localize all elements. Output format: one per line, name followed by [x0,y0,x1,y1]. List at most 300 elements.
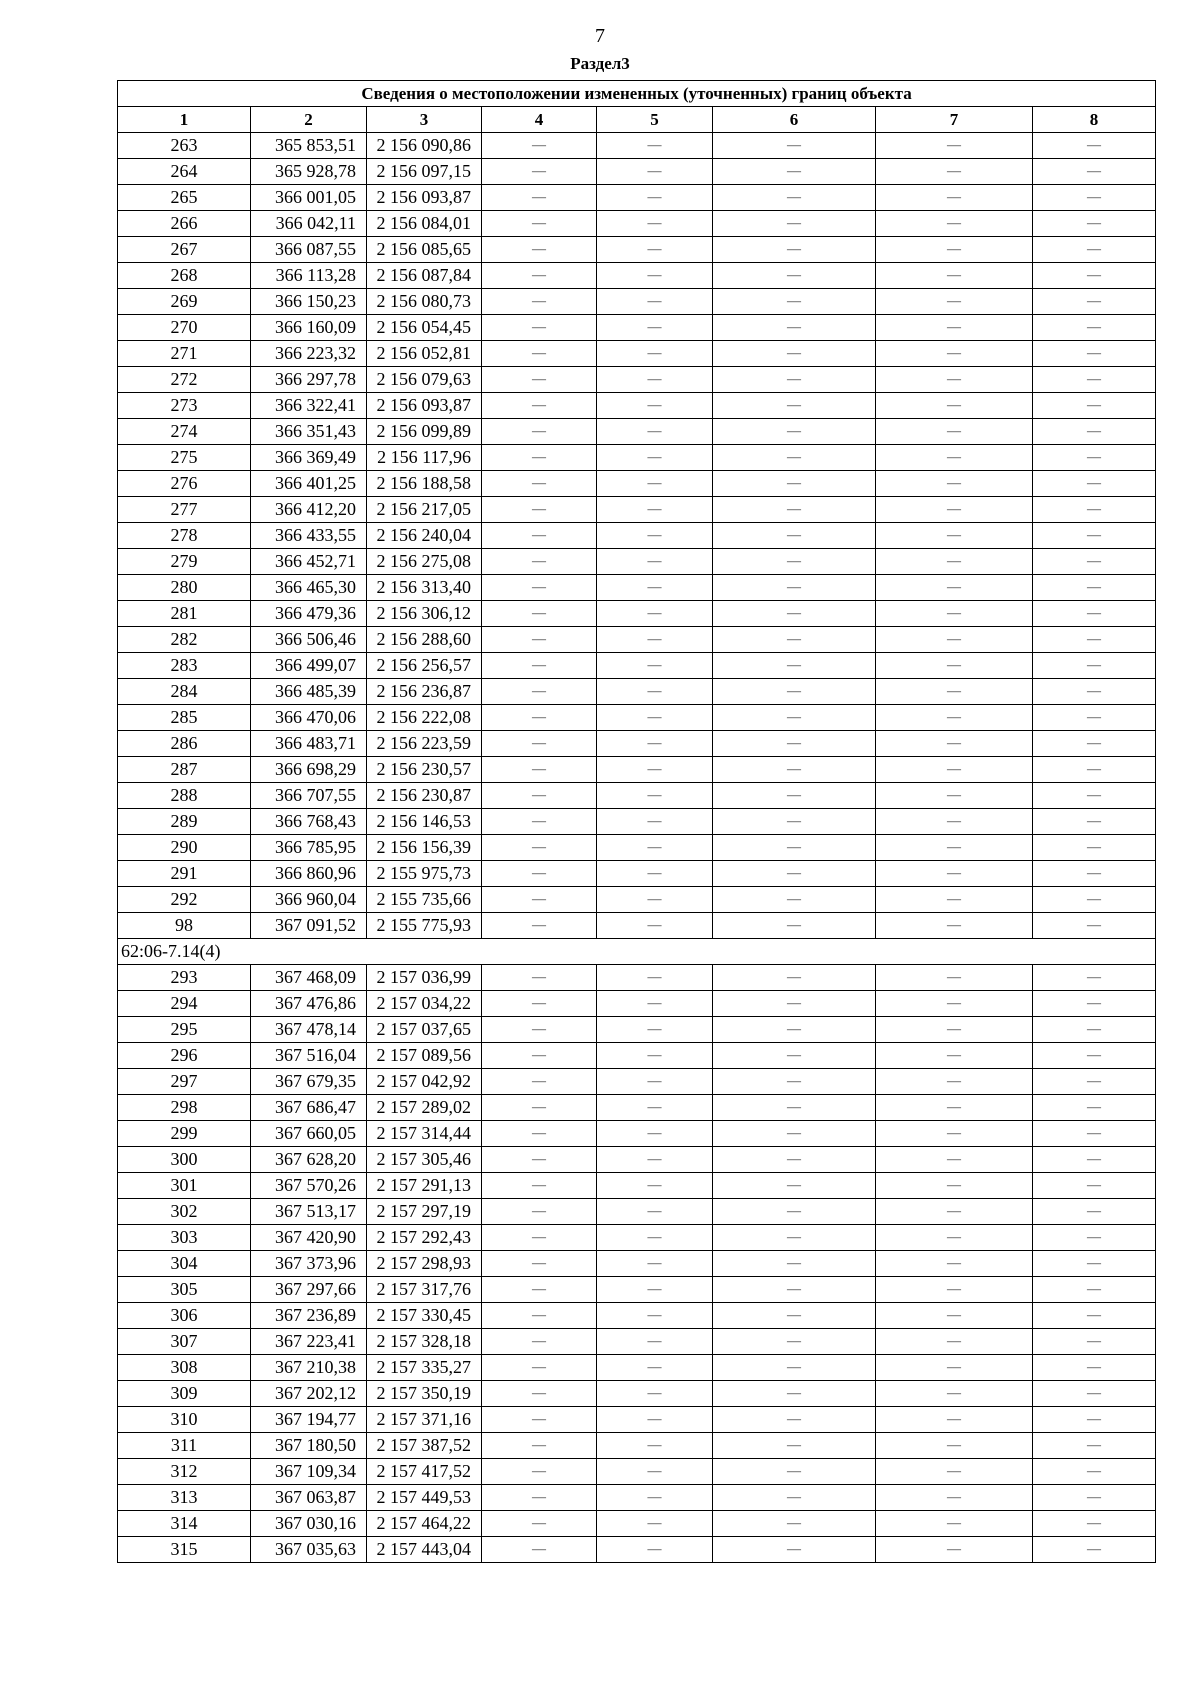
column-number: 7 [876,107,1033,133]
empty-value-cell: — [597,601,713,627]
empty-value-cell: — [876,1433,1033,1459]
empty-value-cell: — [597,159,713,185]
empty-value-cell: — [1033,1537,1156,1563]
x-coordinate-cell: 367 628,20 [251,1147,367,1173]
empty-value-cell: — [597,471,713,497]
point-number-cell: 298 [118,1095,251,1121]
empty-value-cell: — [482,601,597,627]
empty-value-cell: — [482,1407,597,1433]
empty-value-cell: — [482,783,597,809]
empty-value-cell: — [876,1251,1033,1277]
empty-value-cell: — [482,1199,597,1225]
empty-value-cell: — [876,1407,1033,1433]
table-row [118,419,1156,445]
y-coordinate-cell: 2 156 085,65 [367,237,482,263]
y-coordinate-cell: 2 156 236,87 [367,679,482,705]
x-coordinate-cell: 366 452,71 [251,549,367,575]
point-number-cell: 267 [118,237,251,263]
y-coordinate-cell: 2 156 256,57 [367,653,482,679]
y-coordinate-cell: 2 157 317,76 [367,1277,482,1303]
empty-value-cell: — [1033,1459,1156,1485]
table-row [118,757,1156,783]
empty-value-cell: — [597,913,713,939]
empty-value-cell: — [597,1381,713,1407]
empty-value-cell: — [1033,627,1156,653]
table-row [118,367,1156,393]
x-coordinate-cell: 366 433,55 [251,523,367,549]
empty-value-cell: — [597,1121,713,1147]
empty-value-cell: — [597,1329,713,1355]
empty-value-cell: — [482,1433,597,1459]
y-coordinate-cell: 2 157 328,18 [367,1329,482,1355]
x-coordinate-cell: 366 042,11 [251,211,367,237]
x-coordinate-cell: 367 686,47 [251,1095,367,1121]
point-number-cell: 276 [118,471,251,497]
y-coordinate-cell: 2 157 297,19 [367,1199,482,1225]
empty-value-cell: — [713,965,876,991]
point-number-cell: 288 [118,783,251,809]
empty-value-cell: — [597,1095,713,1121]
y-coordinate-cell: 2 156 052,81 [367,341,482,367]
table-row [118,497,1156,523]
x-coordinate-cell: 367 420,90 [251,1225,367,1251]
group-label: 62:06-7.14(4) [118,939,1156,965]
point-number-cell: 265 [118,185,251,211]
empty-value-cell: — [1033,913,1156,939]
table-row [118,627,1156,653]
table-row [118,1277,1156,1303]
empty-value-cell: — [482,1225,597,1251]
x-coordinate-cell: 366 113,28 [251,263,367,289]
empty-value-cell: — [482,497,597,523]
empty-value-cell: — [713,627,876,653]
table-row [118,289,1156,315]
empty-value-cell: — [713,549,876,575]
point-number-cell: 310 [118,1407,251,1433]
table-row [118,133,1156,159]
table-row [118,1407,1156,1433]
empty-value-cell: — [1033,1095,1156,1121]
empty-value-cell: — [482,1355,597,1381]
empty-value-cell: — [597,1017,713,1043]
empty-value-cell: — [482,315,597,341]
x-coordinate-cell: 366 506,46 [251,627,367,653]
y-coordinate-cell: 2 156 188,58 [367,471,482,497]
empty-value-cell: — [482,1095,597,1121]
empty-value-cell: — [482,1147,597,1173]
empty-value-cell: — [482,679,597,705]
boundary-coordinates-table [117,80,1156,1563]
table-row [118,523,1156,549]
empty-value-cell: — [1033,783,1156,809]
empty-value-cell: — [876,445,1033,471]
empty-value-cell: — [482,393,597,419]
table-row [118,1043,1156,1069]
empty-value-cell: — [597,1459,713,1485]
empty-value-cell: — [876,1303,1033,1329]
empty-value-cell: — [1033,1043,1156,1069]
empty-value-cell: — [1033,133,1156,159]
point-number-cell: 269 [118,289,251,315]
empty-value-cell: — [713,1043,876,1069]
y-coordinate-cell: 2 157 291,13 [367,1173,482,1199]
empty-value-cell: — [482,523,597,549]
empty-value-cell: — [597,1147,713,1173]
y-coordinate-cell: 2 156 313,40 [367,575,482,601]
x-coordinate-cell: 366 465,30 [251,575,367,601]
table-row [118,913,1156,939]
table-row [118,1459,1156,1485]
empty-value-cell: — [597,1537,713,1563]
empty-value-cell: — [597,887,713,913]
y-coordinate-cell: 2 156 217,05 [367,497,482,523]
x-coordinate-cell: 366 485,39 [251,679,367,705]
empty-value-cell: — [1033,1277,1156,1303]
empty-value-cell: — [713,887,876,913]
empty-value-cell: — [1033,1511,1156,1537]
empty-value-cell: — [876,1381,1033,1407]
y-coordinate-cell: 2 157 335,27 [367,1355,482,1381]
empty-value-cell: — [1033,1017,1156,1043]
y-coordinate-cell: 2 157 350,19 [367,1381,482,1407]
table-row [118,965,1156,991]
empty-value-cell: — [482,1277,597,1303]
x-coordinate-cell: 366 322,41 [251,393,367,419]
empty-value-cell: — [482,1069,597,1095]
empty-value-cell: — [713,211,876,237]
empty-value-cell: — [482,549,597,575]
empty-value-cell: — [597,835,713,861]
empty-value-cell: — [1033,601,1156,627]
table-row [118,1095,1156,1121]
empty-value-cell: — [597,341,713,367]
empty-value-cell: — [1033,887,1156,913]
empty-value-cell: — [597,1433,713,1459]
point-number-cell: 315 [118,1537,251,1563]
empty-value-cell: — [1033,835,1156,861]
empty-value-cell: — [597,1355,713,1381]
point-number-cell: 287 [118,757,251,783]
y-coordinate-cell: 2 156 093,87 [367,185,482,211]
table-row [118,185,1156,211]
table-row [118,1485,1156,1511]
table-row [118,1433,1156,1459]
empty-value-cell: — [713,419,876,445]
empty-value-cell: — [597,1069,713,1095]
empty-value-cell: — [713,835,876,861]
y-coordinate-cell: 2 157 037,65 [367,1017,482,1043]
empty-value-cell: — [1033,991,1156,1017]
empty-value-cell: — [713,1381,876,1407]
empty-value-cell: — [876,341,1033,367]
empty-value-cell: — [876,237,1033,263]
empty-value-cell: — [713,861,876,887]
empty-value-cell: — [713,1095,876,1121]
empty-value-cell: — [876,523,1033,549]
empty-value-cell: — [597,367,713,393]
y-coordinate-cell: 2 157 371,16 [367,1407,482,1433]
empty-value-cell: — [597,861,713,887]
x-coordinate-cell: 367 223,41 [251,1329,367,1355]
empty-value-cell: — [713,497,876,523]
x-coordinate-cell: 367 570,26 [251,1173,367,1199]
empty-value-cell: — [597,653,713,679]
page-number: 7 [595,25,605,47]
column-number: 2 [251,107,367,133]
column-number-row [118,107,1156,133]
x-coordinate-cell: 367 297,66 [251,1277,367,1303]
empty-value-cell: — [713,263,876,289]
empty-value-cell: — [597,523,713,549]
empty-value-cell: — [713,679,876,705]
point-number-cell: 277 [118,497,251,523]
empty-value-cell: — [713,1537,876,1563]
y-coordinate-cell: 2 156 288,60 [367,627,482,653]
empty-value-cell: — [713,159,876,185]
empty-value-cell: — [713,289,876,315]
empty-value-cell: — [1033,211,1156,237]
y-coordinate-cell: 2 156 099,89 [367,419,482,445]
empty-value-cell: — [482,1459,597,1485]
point-number-cell: 294 [118,991,251,1017]
point-number-cell: 314 [118,1511,251,1537]
point-number-cell: 270 [118,315,251,341]
x-coordinate-cell: 366 768,43 [251,809,367,835]
empty-value-cell: — [876,1537,1033,1563]
empty-value-cell: — [876,263,1033,289]
y-coordinate-cell: 2 156 275,08 [367,549,482,575]
empty-value-cell: — [597,1277,713,1303]
x-coordinate-cell: 366 479,36 [251,601,367,627]
table-row [118,1173,1156,1199]
column-number: 8 [1033,107,1156,133]
empty-value-cell: — [713,783,876,809]
empty-value-cell: — [482,1017,597,1043]
empty-value-cell: — [482,1121,597,1147]
y-coordinate-cell: 2 155 735,66 [367,887,482,913]
empty-value-cell: — [713,1329,876,1355]
empty-value-cell: — [597,289,713,315]
point-number-cell: 297 [118,1069,251,1095]
empty-value-cell: — [713,1199,876,1225]
empty-value-cell: — [1033,1407,1156,1433]
empty-value-cell: — [876,289,1033,315]
empty-value-cell: — [713,731,876,757]
empty-value-cell: — [713,575,876,601]
table-row [118,1017,1156,1043]
empty-value-cell: — [482,1485,597,1511]
empty-value-cell: — [876,185,1033,211]
empty-value-cell: — [1033,497,1156,523]
y-coordinate-cell: 2 156 306,12 [367,601,482,627]
empty-value-cell: — [713,1485,876,1511]
empty-value-cell: — [597,783,713,809]
x-coordinate-cell: 365 928,78 [251,159,367,185]
empty-value-cell: — [597,809,713,835]
empty-value-cell: — [482,211,597,237]
empty-value-cell: — [876,1173,1033,1199]
empty-value-cell: — [713,653,876,679]
point-number-cell: 292 [118,887,251,913]
empty-value-cell: — [1033,237,1156,263]
y-coordinate-cell: 2 156 223,59 [367,731,482,757]
x-coordinate-cell: 367 210,38 [251,1355,367,1381]
empty-value-cell: — [1033,1121,1156,1147]
table-row [118,1225,1156,1251]
y-coordinate-cell: 2 157 417,52 [367,1459,482,1485]
point-number-cell: 296 [118,1043,251,1069]
empty-value-cell: — [1033,523,1156,549]
point-number-cell: 290 [118,835,251,861]
empty-value-cell: — [1033,549,1156,575]
empty-value-cell: — [1033,185,1156,211]
x-coordinate-cell: 366 698,29 [251,757,367,783]
empty-value-cell: — [597,315,713,341]
table-row [118,731,1156,757]
empty-value-cell: — [597,1407,713,1433]
empty-value-cell: — [1033,367,1156,393]
x-coordinate-cell: 367 660,05 [251,1121,367,1147]
point-number-cell: 283 [118,653,251,679]
y-coordinate-cell: 2 157 330,45 [367,1303,482,1329]
point-number-cell: 98 [118,913,251,939]
empty-value-cell: — [1033,419,1156,445]
empty-value-cell: — [713,1433,876,1459]
empty-value-cell: — [1033,1173,1156,1199]
x-coordinate-cell: 367 202,12 [251,1381,367,1407]
empty-value-cell: — [876,1225,1033,1251]
y-coordinate-cell: 2 156 079,63 [367,367,482,393]
point-number-cell: 306 [118,1303,251,1329]
column-number: 3 [367,107,482,133]
empty-value-cell: — [482,445,597,471]
x-coordinate-cell: 367 180,50 [251,1433,367,1459]
y-coordinate-cell: 2 156 093,87 [367,393,482,419]
point-number-cell: 264 [118,159,251,185]
x-coordinate-cell: 367 236,89 [251,1303,367,1329]
empty-value-cell: — [713,1147,876,1173]
point-number-cell: 301 [118,1173,251,1199]
y-coordinate-cell: 2 156 230,87 [367,783,482,809]
empty-value-cell: — [482,1537,597,1563]
y-coordinate-cell: 2 157 305,46 [367,1147,482,1173]
empty-value-cell: — [1033,1433,1156,1459]
point-number-cell: 302 [118,1199,251,1225]
empty-value-cell: — [597,497,713,523]
empty-value-cell: — [1033,809,1156,835]
x-coordinate-cell: 366 412,20 [251,497,367,523]
y-coordinate-cell: 2 157 464,22 [367,1511,482,1537]
empty-value-cell: — [876,159,1033,185]
point-number-cell: 282 [118,627,251,653]
x-coordinate-cell: 366 160,09 [251,315,367,341]
column-number: 4 [482,107,597,133]
empty-value-cell: — [597,133,713,159]
point-number-cell: 278 [118,523,251,549]
point-number-cell: 303 [118,1225,251,1251]
y-coordinate-cell: 2 156 117,96 [367,445,482,471]
empty-value-cell: — [597,419,713,445]
empty-value-cell: — [876,1095,1033,1121]
empty-value-cell: — [597,211,713,237]
empty-value-cell: — [713,991,876,1017]
empty-value-cell: — [1033,1485,1156,1511]
empty-value-cell: — [1033,263,1156,289]
empty-value-cell: — [482,367,597,393]
empty-value-cell: — [876,809,1033,835]
empty-value-cell: — [1033,471,1156,497]
empty-value-cell: — [713,393,876,419]
empty-value-cell: — [482,1173,597,1199]
empty-value-cell: — [597,991,713,1017]
x-coordinate-cell: 366 707,55 [251,783,367,809]
empty-value-cell: — [713,913,876,939]
table-row [118,237,1156,263]
empty-value-cell: — [482,419,597,445]
x-coordinate-cell: 366 297,78 [251,367,367,393]
empty-value-cell: — [482,1303,597,1329]
table-row [118,471,1156,497]
section-title: Раздел3 [570,54,630,73]
point-number-cell: 295 [118,1017,251,1043]
point-number-cell: 300 [118,1147,251,1173]
table-row [118,1121,1156,1147]
y-coordinate-cell: 2 157 314,44 [367,1121,482,1147]
empty-value-cell: — [713,705,876,731]
empty-value-cell: — [482,185,597,211]
table-row [118,861,1156,887]
empty-value-cell: — [1033,1199,1156,1225]
empty-value-cell: — [1033,445,1156,471]
point-number-cell: 289 [118,809,251,835]
table-row [118,549,1156,575]
empty-value-cell: — [482,835,597,861]
empty-value-cell: — [876,731,1033,757]
x-coordinate-cell: 366 351,43 [251,419,367,445]
table-row [118,1381,1156,1407]
empty-value-cell: — [1033,159,1156,185]
empty-value-cell: — [876,627,1033,653]
empty-value-cell: — [713,237,876,263]
y-coordinate-cell: 2 156 084,01 [367,211,482,237]
point-number-cell: 273 [118,393,251,419]
empty-value-cell: — [482,809,597,835]
y-coordinate-cell: 2 155 975,73 [367,861,482,887]
empty-value-cell: — [597,1199,713,1225]
table-row [118,1355,1156,1381]
y-coordinate-cell: 2 157 042,92 [367,1069,482,1095]
y-coordinate-cell: 2 157 443,04 [367,1537,482,1563]
empty-value-cell: — [876,367,1033,393]
empty-value-cell: — [1033,1329,1156,1355]
y-coordinate-cell: 2 157 298,93 [367,1251,482,1277]
y-coordinate-cell: 2 156 087,84 [367,263,482,289]
y-coordinate-cell: 2 157 036,99 [367,965,482,991]
x-coordinate-cell: 366 401,25 [251,471,367,497]
empty-value-cell: — [597,549,713,575]
y-coordinate-cell: 2 157 089,56 [367,1043,482,1069]
empty-value-cell: — [597,1485,713,1511]
x-coordinate-cell: 366 470,06 [251,705,367,731]
empty-value-cell: — [713,601,876,627]
empty-value-cell: — [1033,393,1156,419]
table-row [118,1251,1156,1277]
x-coordinate-cell: 367 679,35 [251,1069,367,1095]
x-coordinate-cell: 367 109,34 [251,1459,367,1485]
empty-value-cell: — [876,861,1033,887]
empty-value-cell: — [482,133,597,159]
empty-value-cell: — [713,1277,876,1303]
